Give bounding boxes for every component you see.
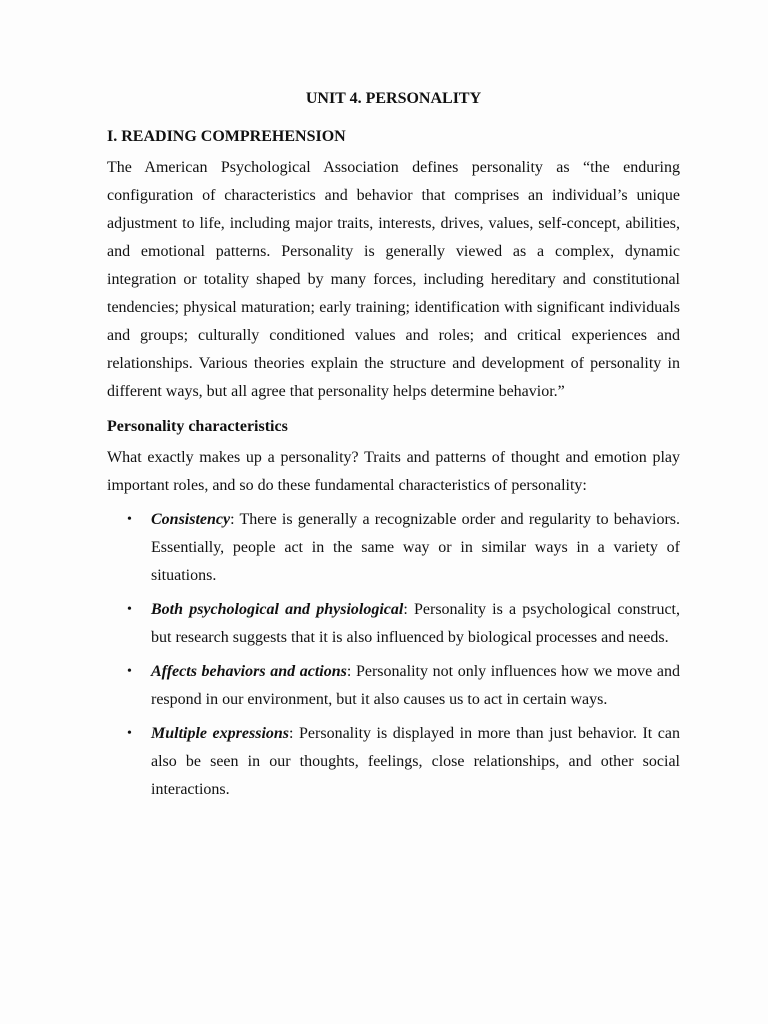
bullet-icon: • xyxy=(127,512,132,527)
bullet-term: Affects behaviors and actions xyxy=(151,663,347,680)
document-page xyxy=(107,88,680,810)
bullet-separator: : xyxy=(403,601,414,618)
bullet-icon: • xyxy=(127,726,132,741)
unit-title: UNIT 4. PERSONALITY xyxy=(305,90,482,107)
bullet-icon: • xyxy=(127,664,132,679)
characteristics-intro-paragraph: What exactly makes up a personality? Traits and patterns of thought and emotion play important roles, and so do these fundamental characteristics of personality: xyxy=(107,449,680,494)
bullet-term: Multiple expressions xyxy=(151,725,290,742)
bullet-text: Personality is a psychological construct, but research suggests that it is also influenced by biological processes and needs. xyxy=(151,601,680,646)
intro-paragraph: The American Psychological Association defines personality as “the enduring configuration of characteristics and behavior that comprises an individual’s unique adjustment to life, including major traits, interests, drives, values, self-concept, abilities, and emotional patterns. Personality is generally viewed as a complex, dynamic integration or totality shaped by many forces, including hereditary and constitutional tendencies; physical maturation; early training; identification with significant individuals and groups; culturally conditioned values and roles; and critical experiences and relationships. Various theories explain the structure and development of personality in different ways, but all agree that personality helps determine behavior.” xyxy=(107,159,680,400)
list-item xyxy=(107,658,680,714)
bullet-separator: : xyxy=(230,511,240,528)
bullet-text: Personality not only influences how we move and respond in our environment, but it also causes us to act in certain ways. xyxy=(151,663,680,708)
personality-characteristics-heading: Personality characteristics xyxy=(107,418,288,435)
bullet-icon: • xyxy=(127,602,132,617)
list-item xyxy=(107,720,680,804)
list-item xyxy=(107,596,680,652)
bullet-term: Both psychological and physiological xyxy=(151,601,404,618)
bullet-separator: : xyxy=(346,663,356,680)
bullet-separator: : xyxy=(289,725,300,742)
section-heading: I. READING COMPREHENSION xyxy=(107,128,346,145)
characteristics-list xyxy=(107,506,680,804)
bullet-term: Consistency xyxy=(151,511,231,528)
bullet-text: There is generally a recognizable order and regularity to behaviors. Essentially, people act in the same way or in similar ways in a variety of situations. xyxy=(151,511,681,584)
list-item xyxy=(107,506,680,590)
bullet-text: Personality is displayed in more than just behavior. It can also be seen in our thoughts, feelings, close relationships, and other social interactions. xyxy=(151,725,680,798)
